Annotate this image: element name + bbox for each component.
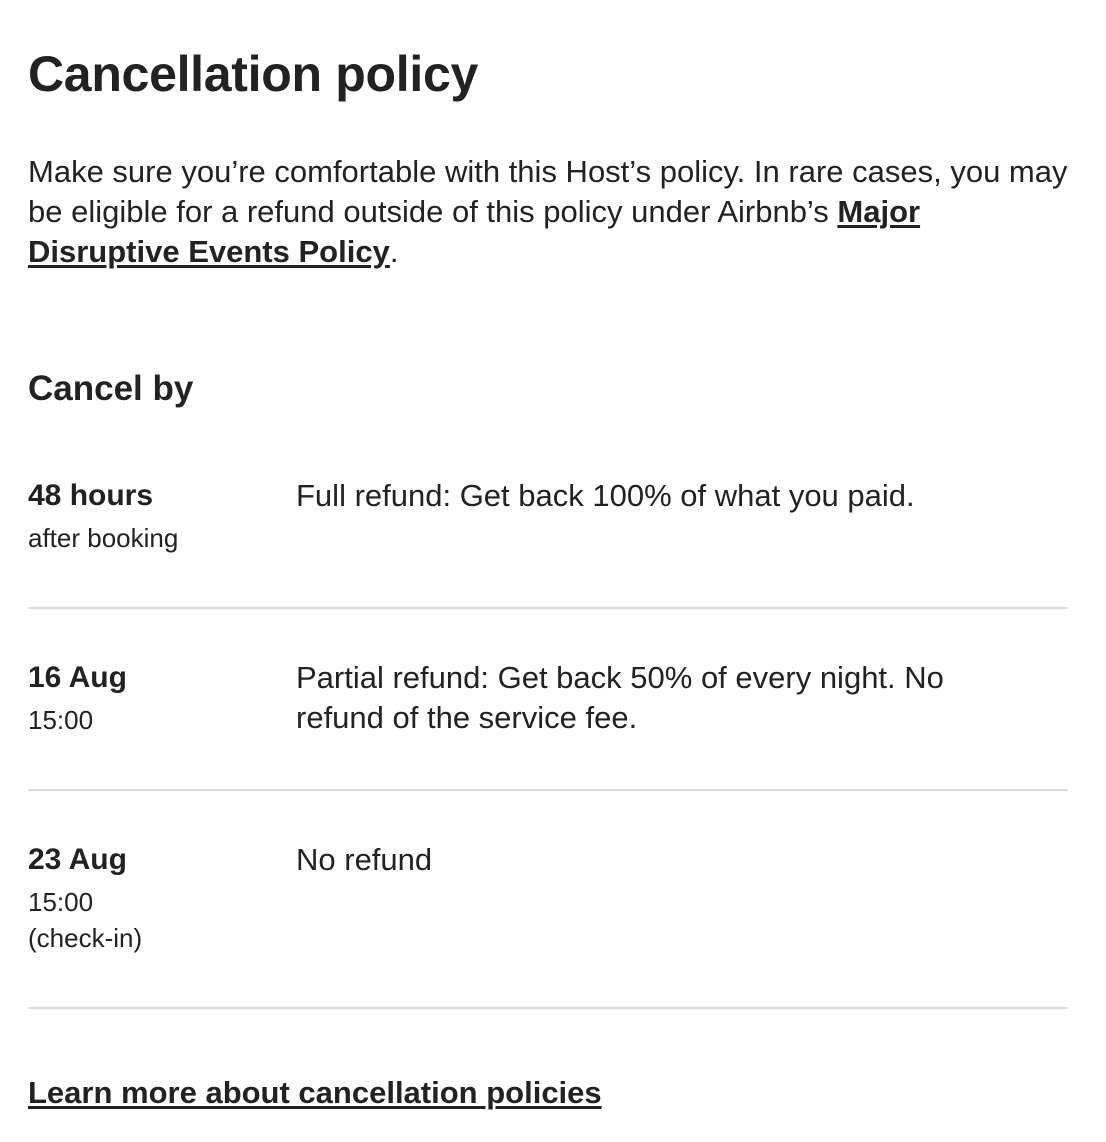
policy-intro [28,152,1068,272]
refund-description: Full refund: Get back 100% of what you paid. [296,478,915,513]
intro-text: Make sure you’re comfortable with this Host’s policy. In rare cases, you may be eligible for a refund outside of this policy under Airbnb’s [28,154,1068,229]
row-divider [28,789,1068,791]
intro-period: . [389,234,399,269]
learn-more-link[interactable]: Learn more about cancellation policies [28,1075,602,1110]
deadline-detail: after booking [28,523,179,553]
deadline-time: 15:00 [28,705,94,735]
deadline-date: 16 Aug [28,661,127,694]
row-divider [28,607,1068,609]
deadline-date: 48 hours [28,479,154,512]
refund-description: No refund [296,842,433,877]
policy-row-deadline [28,658,278,738]
refund-description: Partial refund: Get back 50% of every night. No refund of the service fee. [296,660,944,735]
page-title: Cancellation policy [28,46,478,102]
policy-row-deadline [28,840,278,956]
cancel-by-heading: Cancel by [28,369,194,408]
deadline-note: (check-in) [28,923,143,953]
major-disruptive-events-link[interactable]: Major Disruptive Events Policy [28,194,921,269]
deadline-date: 23 Aug [28,843,127,876]
row-divider [28,1007,1068,1009]
deadline-time: 15:00 [28,887,94,917]
policy-row-deadline [28,476,278,556]
